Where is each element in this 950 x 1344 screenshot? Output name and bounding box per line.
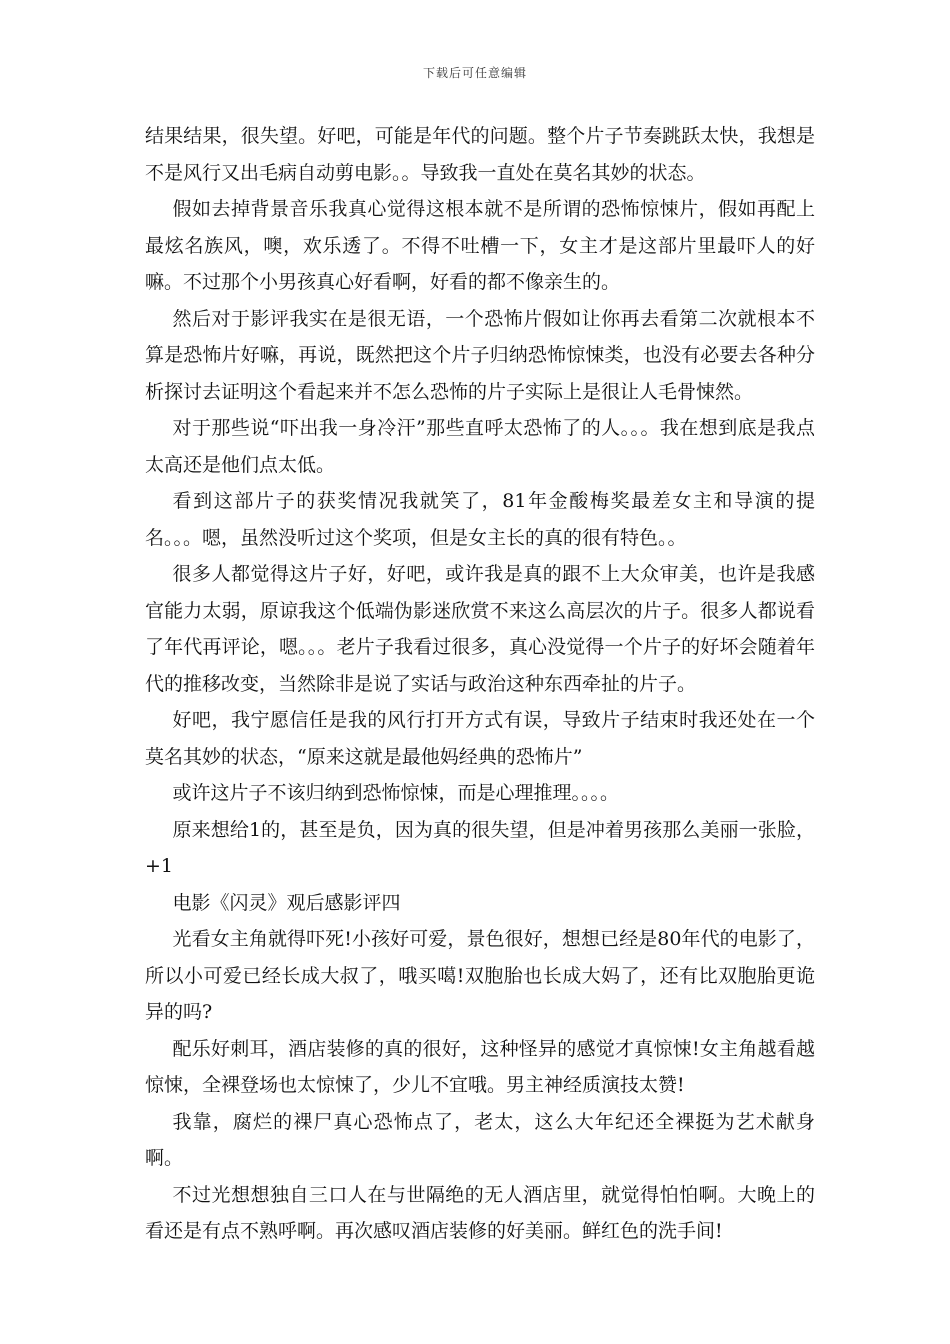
document-body xyxy=(145,118,815,1250)
page-header: 下载后可任意编辑 xyxy=(422,66,527,80)
paragraph: 看到这部片子的获奖情况我就笑了，81年金酸梅奖最差女主和导演的提名。。。嗯，虽然没听过这个奖项，但是女主长的真的很有特色。。 xyxy=(145,490,815,549)
paragraph: 或许这片子不该归纳到恐怖惊悚，而是心理推理。。。。 xyxy=(172,782,620,804)
paragraph: 好吧，我宁愿信任是我的风行打开方式有误，导致片子结束时我还处在一个莫名其妙的状态，“原来这就是最他妈经典的恐怖片” xyxy=(145,709,815,768)
paragraph: 对于那些说“吓出我一身冷汗”那些直呼太恐怖了的人。。。我在想到底是我点太高还是他们点太低。 xyxy=(145,417,815,476)
section-heading: 电影《闪灵》观后感影评四 xyxy=(172,891,401,914)
paragraph: 原来想给1的，甚至是负，因为真的很失望，但是冲着男孩那么美丽一张脸，+1 xyxy=(145,818,815,877)
paragraph: 然后对于影评我实在是很无语，一个恐怖片假如让你再去看第二次就根本不算是恐怖片好嘛，再说，既然把这个片子归纳恐怖惊悚类，也没有必要去各种分析探讨去证明这个看起来并不怎么恐怖的片子实际上是很让人毛骨悚然。 xyxy=(145,307,815,403)
paragraph: 光看女主角就得吓死!小孩好可爱，景色很好，想想已经是80年代的电影了，所以小可爱已经长成大叔了，哦买噶!双胞胎也长成大妈了，还有比双胞胎更诡异的吗? xyxy=(145,928,815,1023)
paragraph: 我靠，腐烂的裸尸真心恐怖点了，老太，这么大年纪还全裸挺为艺术献身啊。 xyxy=(145,1110,815,1169)
paragraph: 假如去掉背景音乐我真心觉得这根本就不是所谓的恐怖惊悚片，假如再配上最炫名族风，噢，欢乐透了。不得不吐槽一下，女主才是这部片里最吓人的好嘛。不过那个小男孩真心好看啊，好看的都不像亲生的。 xyxy=(145,198,815,293)
paragraph: 很多人都觉得这片子好，好吧，或许我是真的跟不上大众审美，也许是我感官能力太弱，原谅我这个低端伪影迷欣赏不来这么高层次的片子。很多人都说看了年代再评论，嗯。。。老片子我看过很多，真心没觉得一个片子的好坏会随着年代的推移改变，当然除非是说了实话与政治这种东西牵扯的片子。 xyxy=(145,563,815,695)
paragraph: 不过光想想独自三口人在与世隔绝的无人酒店里，就觉得怕怕啊。大晚上的看还是有点不熟呼啊。再次感叹酒店装修的好美丽。鲜红色的洗手间! xyxy=(145,1183,815,1242)
paragraph: 配乐好刺耳，酒店装修的真的很好，这种怪异的感觉才真惊悚!女主角越看越惊悚，全裸登场也太惊悚了，少儿不宜哦。男主神经质演技太赞! xyxy=(145,1037,815,1096)
paragraph: 结果结果，很失望。好吧，可能是年代的问题。整个片子节奏跳跃太快，我想是不是风行又出毛病自动剪电影。。导致我一直处在莫名其妙的状态。 xyxy=(145,125,815,184)
